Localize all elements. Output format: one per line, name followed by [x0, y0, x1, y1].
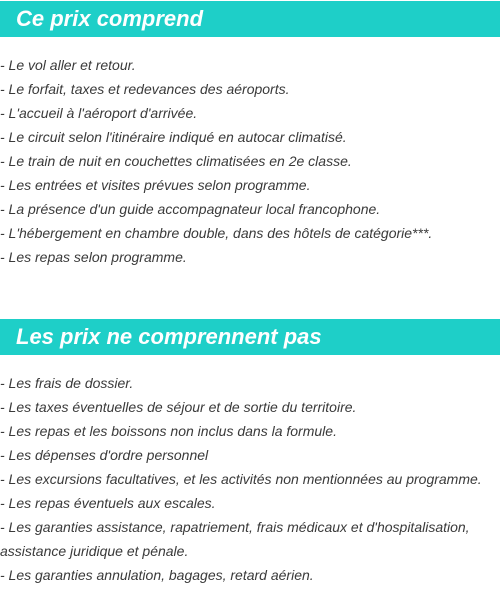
excluded-title: Les prix ne comprennent pas: [16, 324, 322, 349]
excluded-item: - Les repas éventuels aux escales.: [0, 495, 216, 511]
included-item: - La présence d'un guide accompagnateur local francophone.: [0, 201, 381, 217]
included-item: - Les repas selon programme.: [0, 249, 187, 265]
included-item: - Le vol aller et retour.: [0, 57, 136, 73]
excluded-section-header: [0, 319, 500, 355]
included-list: [0, 53, 500, 269]
included-item: - Le train de nuit en couchettes climatisées en 2e classe.: [0, 153, 352, 169]
included-item: - L'hébergement en chambre double, dans des hôtels de catégorie***.: [0, 225, 433, 241]
excluded-item: - Les frais de dossier.: [0, 375, 134, 391]
included-item: - Le forfait, taxes et redevances des aéroports.: [0, 81, 290, 97]
excluded-list: [0, 371, 500, 587]
included-item: - Les entrées et visites prévues selon programme.: [0, 177, 311, 193]
excluded-item: - Les dépenses d'ordre personnel: [0, 447, 209, 463]
excluded-item: - Les garanties assistance, rapatriement, frais médicaux et d'hospitalisation,: [0, 519, 470, 535]
included-section-header: [0, 1, 500, 37]
excluded-item: - Les excursions facultatives, et les activités non mentionnées au programme.: [0, 471, 482, 487]
included-item: - L'accueil à l'aéroport d'arrivée.: [0, 105, 198, 121]
excluded-item-continuation: assistance juridique et pénale.: [0, 543, 189, 559]
included-item: - Le circuit selon l'itinéraire indiqué en autocar climatisé.: [0, 129, 347, 145]
excluded-item: - Les repas et les boissons non inclus dans la formule.: [0, 423, 337, 439]
excluded-item: - Les taxes éventuelles de séjour et de sortie du territoire.: [0, 399, 357, 415]
included-title: Ce prix comprend: [16, 6, 204, 31]
excluded-item: - Les garanties annulation, bagages, retard aérien.: [0, 567, 314, 583]
